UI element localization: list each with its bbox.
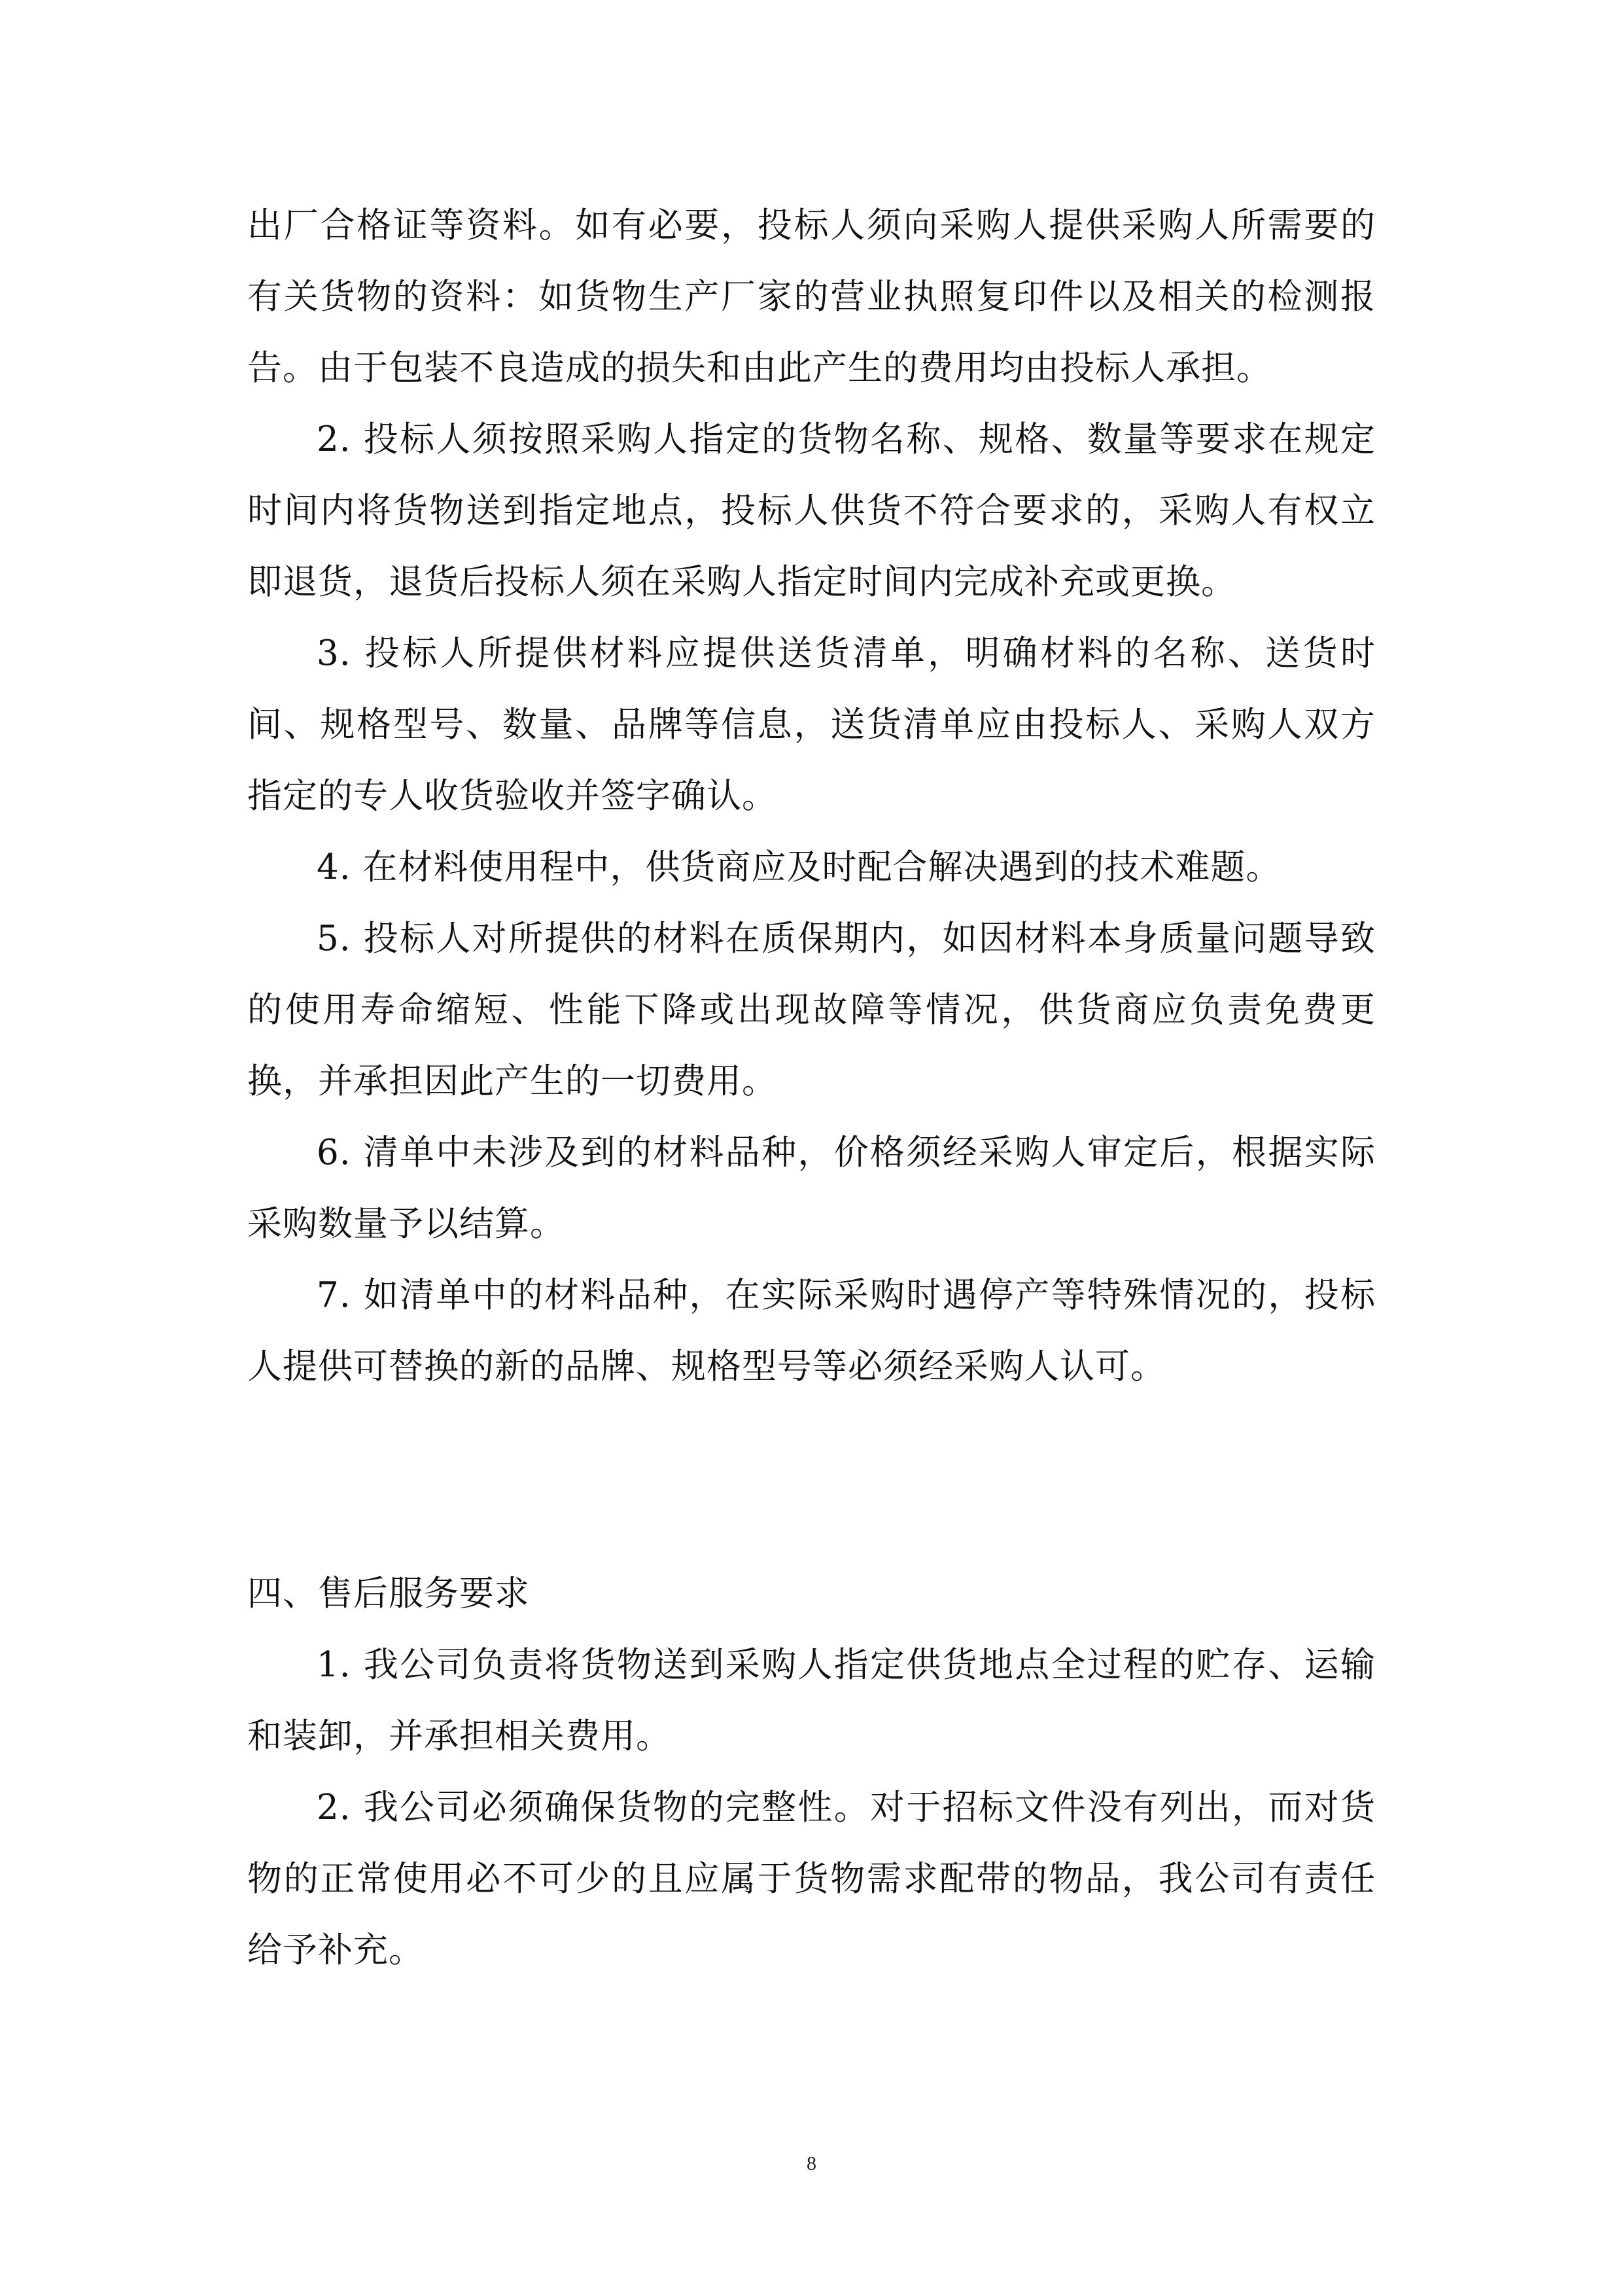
- requirement-item-3: 3. 投标人所提供材料应提供送货清单，明确材料的名称、送货时间、规格型号、数量、品牌等信息，送货清单应由投标人、采购人双方指定的专人收货验收并签字确认。: [247, 633, 1376, 816]
- requirement-item-5: 5. 投标人对所提供的材料在质保期内，如因材料本身质量问题导致的使用寿命缩短、性能下降或出现故障等情况，供货商应负责免费更换，并承担因此产生的一切费用。: [247, 919, 1376, 1101]
- after-sales-item-1: 1. 我公司负责将货物送到采购人指定供货地点全过程的贮存、运输和装卸，并承担相关费用。: [247, 1645, 1376, 1756]
- requirement-item-7: 7. 如清单中的材料品种，在实际采购时遇停产等特殊情况的，投标人提供可替换的新的品牌、规格型号等必须经采购人认可。: [247, 1275, 1376, 1386]
- requirement-item-2: 2. 投标人须按照采购人指定的货物名称、规格、数量等要求在规定时间内将货物送到指定地点，投标人供货不符合要求的，采购人有权立即退货，退货后投标人须在采购人指定时间内完成补充或更换。: [247, 419, 1376, 602]
- requirements-body: [247, 190, 1376, 1402]
- continuation-paragraph: 出厂合格证等资料。如有必要，投标人须向采购人提供采购人所需要的有关货物的资料：如货物生产厂家的营业执照复印件以及相关的检测报告。由于包装不良造成的损失和由此产生的费用均由投标人承担。: [247, 205, 1376, 388]
- requirement-item-6: 6. 清单中未涉及到的材料品种，价格须经采购人审定后，根据实际采购数量予以结算。: [247, 1133, 1376, 1244]
- section-heading: 四、售后服务要求: [247, 1574, 530, 1614]
- after-sales-item-2: 2. 我公司必须确保货物的完整性。对于招标文件没有列出，而对货物的正常使用必不可少的且应属于货物需求配带的物品，我公司有责任给予补充。: [247, 1788, 1376, 1970]
- after-sales-section: [247, 1558, 1376, 1986]
- requirement-item-4: 4. 在材料使用程中，供货商应及时配合解决遇到的技术难题。: [317, 847, 1282, 887]
- page-number: 8: [807, 2153, 816, 2174]
